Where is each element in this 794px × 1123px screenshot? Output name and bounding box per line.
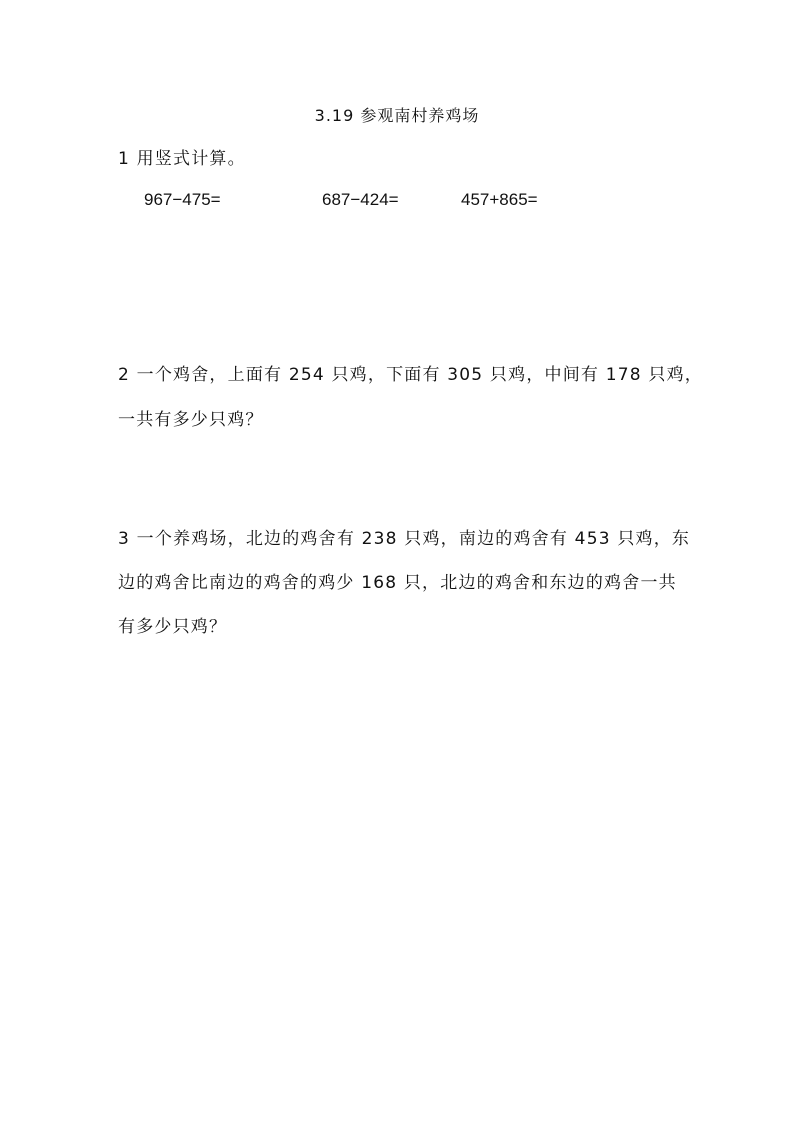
equation-2: 687−424= (322, 190, 399, 209)
question-2 (118, 353, 703, 443)
question-3 (118, 517, 698, 649)
equation-1: 967−475= (144, 190, 221, 209)
question-3-line-3: 有多少只鸡？ (118, 617, 228, 637)
page-title: 3.19 参观南村养鸡场 (314, 106, 480, 125)
question-3-line-2: 边的鸡舍比南边的鸡舍的鸡少 168 只，北边的鸡舍和东边的鸡舍一共 (118, 573, 677, 593)
question-3-line-1: 3 一个养鸡场，北边的鸡舍有 238 只鸡，南边的鸡舍有 453 只鸡，东 (118, 529, 691, 549)
question-1 (118, 146, 698, 172)
question-2-line-2: 一共有多少只鸡？ (118, 410, 264, 430)
question-2-line-1: 2 一个鸡舍，上面有 254 只鸡，下面有 305 只鸡，中间有 178 只鸡， (118, 365, 703, 385)
equation-3: 457+865= (461, 190, 538, 209)
question-1-text: 1 用竖式计算。 (118, 149, 246, 169)
